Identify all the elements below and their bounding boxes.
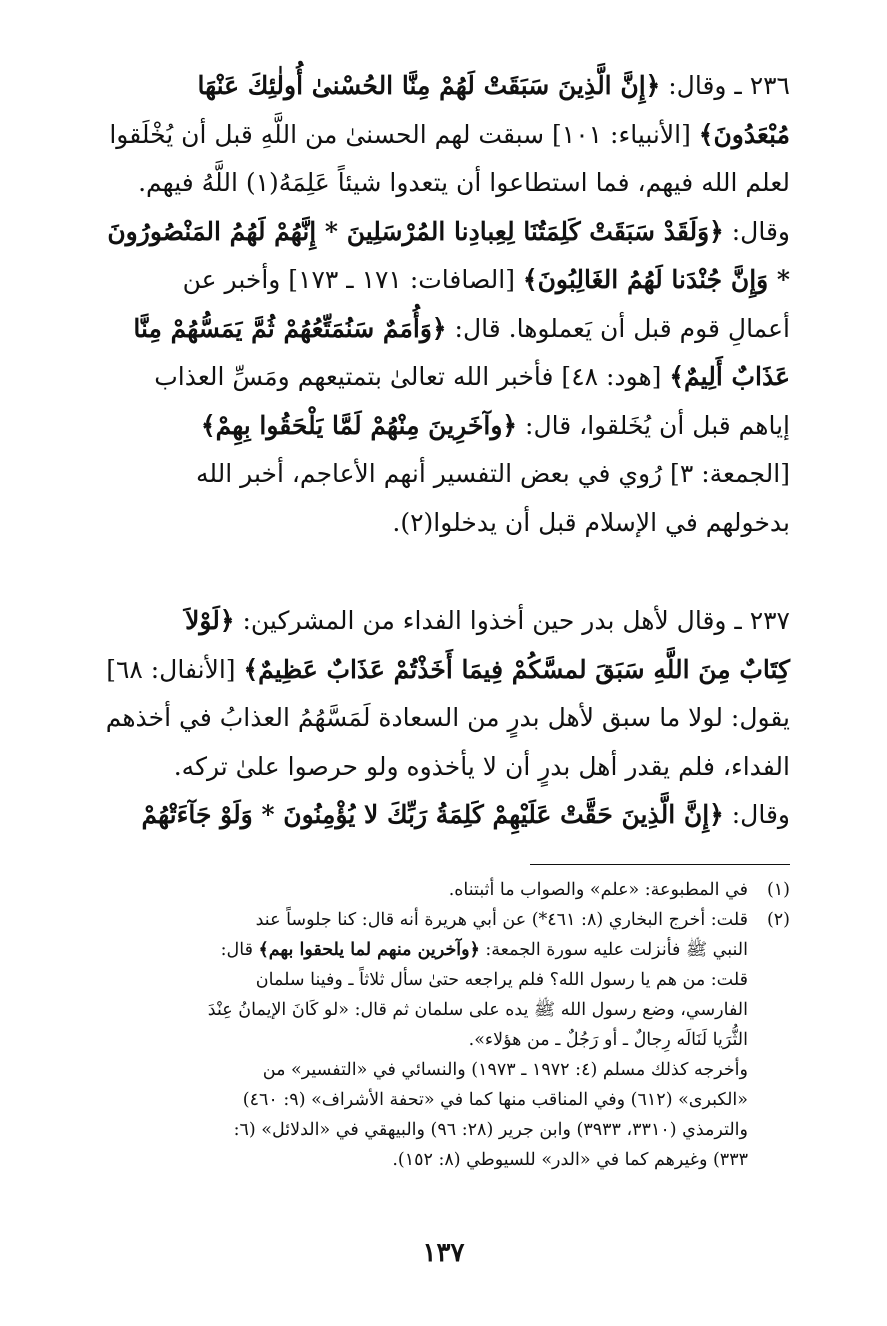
line: ٢٣٦ ـ وقال: ﴿إِنَّ الَّذِينَ سَبَقَتْ لَهُمْ مِنَّا الحُسْنىٰ أُولٰئِكَ عَنْهَا <box>197 71 790 100</box>
line: قلت: من هم يا رسول الله؟ فلم يراجعه حتىٰ سأل ثلاثاً ـ وفينا سلمان <box>255 969 748 990</box>
line: وأخرجه كذلك مسلم (٤: ١٩٧٢ ـ ١٩٧٣) والنسائي في «التفسير» من <box>262 1059 748 1080</box>
footnote-2 <box>97 905 790 1055</box>
line: إياهم قبل أن يُخَلقوا، قال: ﴿وآخَرِينَ مِنْهُمْ لَمَّا يَلْحَقُوا بِهِمْ﴾ <box>200 410 790 440</box>
line: ٣٣٣) وغيرهم كما في «الدر» للسيوطي (٨: ١٥٢). <box>392 1149 748 1170</box>
footnote-text: في المطبوعة: «علم» والصواب ما أثبتناه. <box>448 879 748 900</box>
line: بدخولهم في الإسلام قبل أن يدخلوا(٢). <box>392 507 790 537</box>
line: الثُّرَيا لَنَالَه رِجالٌ ـ أو رَجُلٌ ـ من هؤلاء». <box>468 1029 748 1050</box>
line: «الكبرى» (٦١٢) وفي المناقب منها كما في «تحفة الأشراف» (٩: ٤٦٠) <box>242 1089 748 1110</box>
line: * وَإِنَّ جُنْدَنا لَهُمُ الغَالِبُونَ﴾ [الصافات: ١٧١ ـ ١٧٣] وأخبر عن <box>182 265 790 294</box>
line: الفداء، فلم يقدر أهل بدرٍ أن لا يأخذوه ولو حرصوا علىٰ تركه. <box>173 751 790 781</box>
line: عَذَابٌ أَلِيمٌ﴾ [هود: ٤٨] فأخبر الله تعالىٰ بتمتيعهم ومَسِّ العذاب <box>154 362 790 391</box>
footnote-2-continuation <box>97 1055 790 1175</box>
paragraph-gap <box>97 547 790 597</box>
paragraph-236 <box>97 62 790 547</box>
line: يقول: لولا ما سبق لأهل بدرٍ من السعادة لَمَسَّهُمُ العذابُ في أخذهم <box>105 703 790 732</box>
line: كِتَابٌ مِنَ اللَّهِ سَبَقَ لمسَّكُمْ فِيمَا أَخَذْتُمْ عَذَابٌ عَظِيمٌ﴾ [الأنفال: ٦٨] <box>106 654 790 684</box>
line: وقال: ﴿إِنَّ الَّذِينَ حَقَّتْ عَلَيْهِمْ كَلِمَةُ رَبِّكَ لا يُؤْمِنُونَ * وَلَوْ جَآءَتْهُمْ <box>141 800 790 829</box>
footnote-text <box>97 905 748 1055</box>
line: [الجمعة: ٣] رُوي في بعض التفسير أنهم الأعاجم، أخبر الله <box>195 459 790 488</box>
paragraph-237 <box>97 597 790 840</box>
footnote-number: (٢) <box>766 909 790 930</box>
page-number: ١٣٧ <box>422 1238 465 1268</box>
line: قلت: أخرج البخاري (٨: ٤٦١*) عن أبي هريرة أنه قال: كنا جلوساً عند <box>255 909 748 930</box>
line: وقال: ﴿وَلَقَدْ سَبَقَتْ كَلِمَتُنَا لِعِبادِنا المُرْسَلِينَ * إِنَّهُمْ لَهُمُ المَنْصُورُونَ <box>107 216 790 246</box>
line: والترمذي (٣٣١٠، ٣٩٣٣) وابن جرير (٢٨: ٩٦) والبيهقي في «الدلائل» (٦: <box>233 1119 748 1140</box>
footnote-1 <box>97 875 790 905</box>
line: أعمالِ قوم قبل أن يَعملوها. قال: ﴿وَأُمَمٌ سَنُمَتِّعُهُمْ ثُمَّ يَمَسُّهُمْ مِنَّا <box>133 313 790 343</box>
line: مُبْعَدُونَ﴾ [الأنبياء: ١٠١] سبقت لهم الحسنىٰ من اللَّهِ قبل أن يُخْلَقوا <box>109 119 790 149</box>
footnote-number: (١) <box>766 879 790 900</box>
line: النبي ﷺ فأنزلت عليه سورة الجمعة: ﴿وآخرين منهم لما يلحقوا بهم﴾ قال: <box>220 939 748 960</box>
line: لعلم الله فيهم، فما استطاعوا أن يتعدوا شيئاً عَلِمَهُ(١) اللَّهُ فيهم. <box>138 168 790 197</box>
footnote-separator <box>530 864 790 865</box>
footnotes <box>97 875 790 1175</box>
line: الفارسي، وضع رسول الله ﷺ يده على سلمان ثم قال: «لو كَانَ الإيمانُ عِنْدَ <box>207 999 748 1020</box>
line: ٢٣٧ ـ وقال لأهل بدر حين أخذوا الفداء من المشركين: ﴿لَوْلاَ <box>185 606 790 635</box>
